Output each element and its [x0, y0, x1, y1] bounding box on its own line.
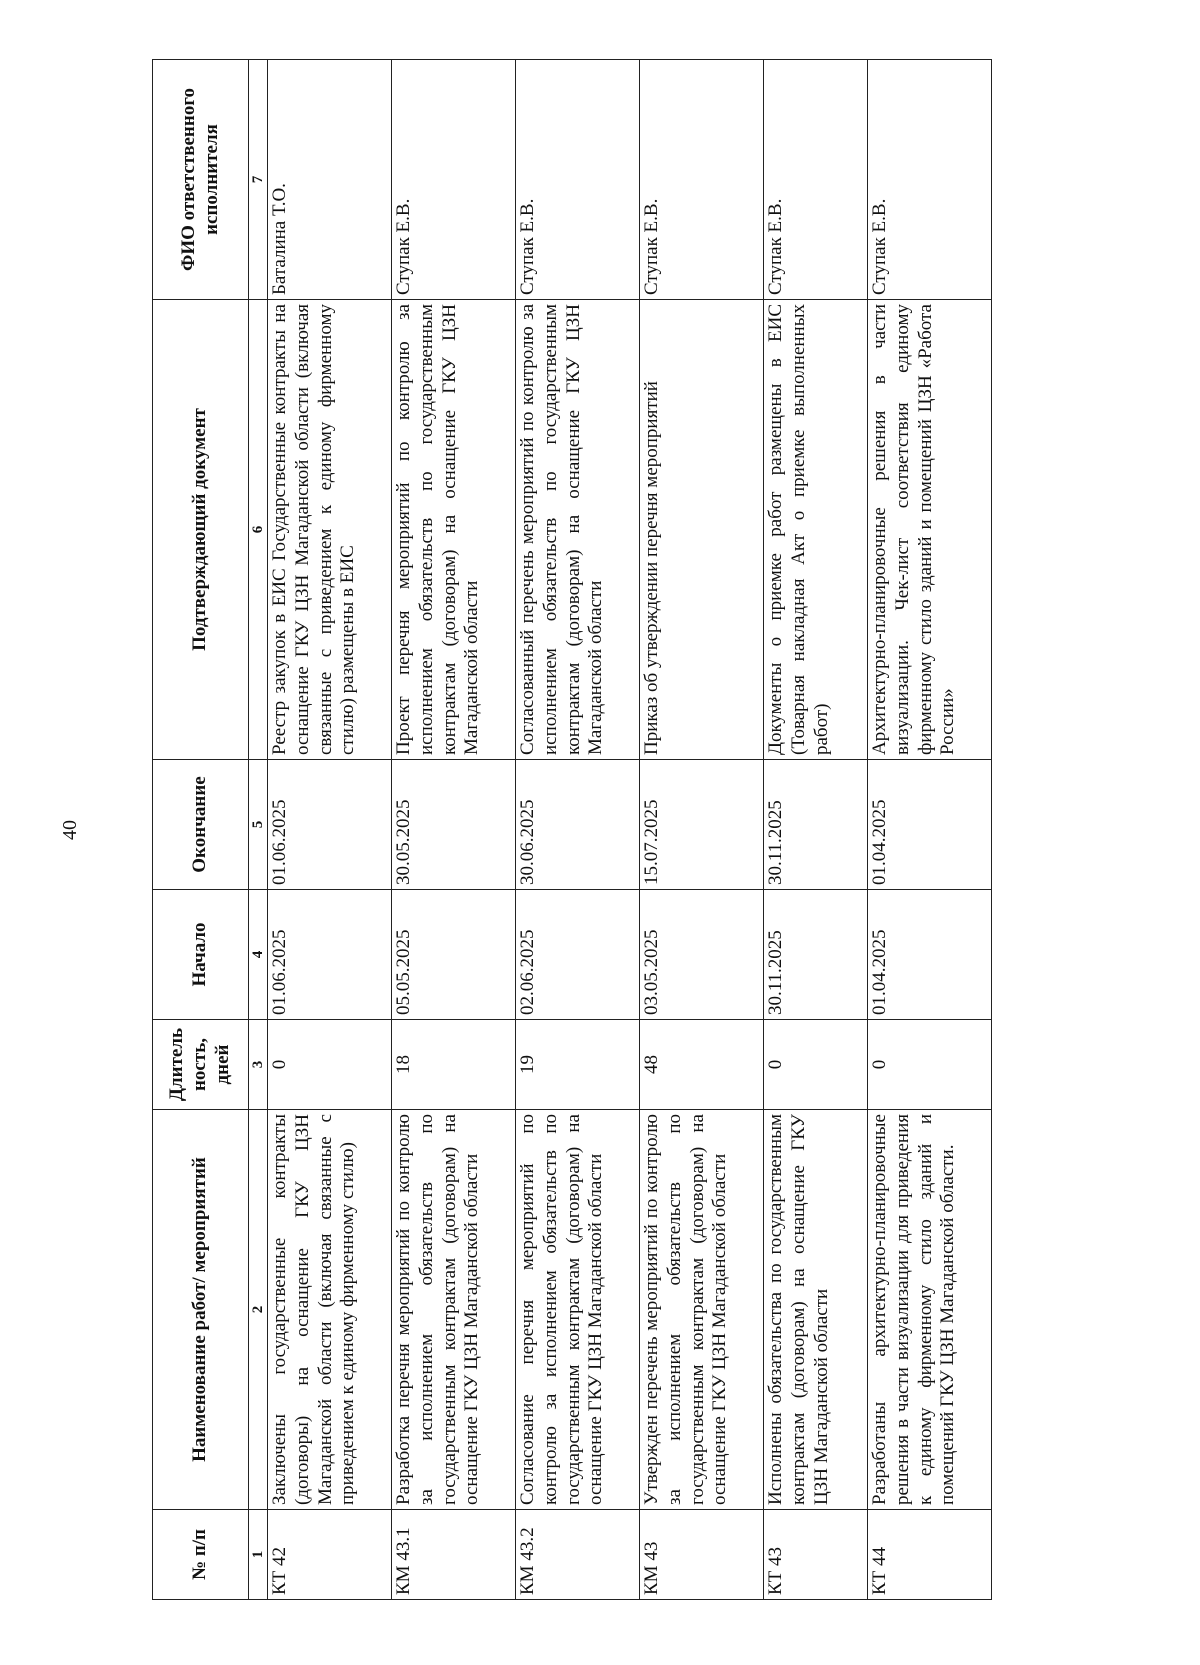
row-id: КТ 43 [764, 1510, 868, 1600]
row-duration: 19 [516, 1020, 640, 1110]
row-start: 03.05.2025 [640, 890, 764, 1020]
row-document: Проект перечня мероприятий по контролю за исполнением обязательств по государственным контрактам (договорам) на оснащение ГКУ ЦЗН Магаданской области [392, 300, 516, 760]
row-end: 01.04.2025 [868, 760, 992, 890]
row-end: 01.06.2025 [268, 760, 392, 890]
row-person: Ступак Е.В. [516, 60, 640, 300]
row-name: Утвержден перечень мероприятий по контролю за исполнением обязательств по государственным контрактам (договорам) на оснащение ГКУ ЦЗН Магаданской области [640, 1110, 764, 1510]
column-number-row [249, 60, 268, 1600]
table-row [764, 60, 868, 1600]
row-duration: 0 [868, 1020, 992, 1110]
row-person: Ступак Е.В. [640, 60, 764, 300]
column-number: 4 [249, 890, 268, 1020]
table-row [392, 60, 516, 1600]
row-duration: 0 [268, 1020, 392, 1110]
row-duration: 18 [392, 1020, 516, 1110]
table-row [640, 60, 764, 1600]
row-id: КМ 43.1 [392, 1510, 516, 1600]
row-document: Приказ об утверждении перечня мероприятий [640, 300, 764, 760]
table-row [516, 60, 640, 1600]
row-start: 01.04.2025 [868, 890, 992, 1020]
table-row [268, 60, 392, 1600]
row-document: Архитектурно-планировочные решения в части визуализации. Чек-лист соответствия единому фирменному стило зданий и помещений ЦЗН «Работа России» [868, 300, 992, 760]
row-id: КМ 43.2 [516, 1510, 640, 1600]
column-number: 1 [249, 1510, 268, 1600]
column-number: 5 [249, 760, 268, 890]
table-row [868, 60, 992, 1600]
row-end: 30.05.2025 [392, 760, 516, 890]
column-header: Окончание [153, 760, 249, 890]
rotated-table-wrapper [152, 60, 1032, 1600]
column-header: Наименование работ/ мероприятий [153, 1110, 249, 1510]
row-start: 05.05.2025 [392, 890, 516, 1020]
row-person: Ступак Е.В. [868, 60, 992, 300]
row-name: Исполнены обязательства по государственным контрактам (договорам) на оснащение ГКУ ЦЗН Магаданской области [764, 1110, 868, 1510]
row-duration: 0 [764, 1020, 868, 1110]
column-number: 7 [249, 60, 268, 300]
row-person: Баталина Т.О. [268, 60, 392, 300]
row-document: Согласованный перечень мероприятий по контролю за исполнением обязательств по государственным контрактам (договорам) на оснащение ГКУ ЦЗН Магаданской области [516, 300, 640, 760]
row-id: КМ 43 [640, 1510, 764, 1600]
column-header: № п/п [153, 1510, 249, 1600]
row-document: Реестр закупок в ЕИС Государственные контракты на оснащение ГКУ ЦЗН Магаданской области (включая связанные с приведением к единому фирменному стилю) размещены в ЕИС [268, 300, 392, 760]
row-name: Заключены государственные контракты (договоры) на оснащение ГКУ ЦЗН Магаданской области (включая связанные с приведением к единому фирменному стилю) [268, 1110, 392, 1510]
row-id: КТ 44 [868, 1510, 992, 1600]
column-header: Начало [153, 890, 249, 1020]
column-number: 3 [249, 1020, 268, 1110]
row-end: 15.07.2025 [640, 760, 764, 890]
row-document: Документы о приемке работ размещены в ЕИС (Товарная накладная Акт о приемке выполненных работ) [764, 300, 868, 760]
row-name: Разработка перечня мероприятий по контролю за исполнением обязательств по государственным контрактам (договорам) на оснащение ГКУ ЦЗН Магаданской области [392, 1110, 516, 1510]
column-header: Длитель ность, дней [153, 1020, 249, 1110]
row-start: 30.11.2025 [764, 890, 868, 1020]
row-person: Ступак Е.В. [764, 60, 868, 300]
schedule-table [152, 59, 992, 1600]
column-number: 6 [249, 300, 268, 760]
header-row [153, 60, 249, 1600]
row-end: 30.11.2025 [764, 760, 868, 890]
row-start: 02.06.2025 [516, 890, 640, 1020]
row-id: КТ 42 [268, 1510, 392, 1600]
column-header: Подтверждающий документ [153, 300, 249, 760]
row-name: Согласование перечня мероприятий по контролю за исполнением обязательств по государственным контрактам (договорам) на оснащение ГКУ ЦЗН Магаданской области [516, 1110, 640, 1510]
column-header: ФИО ответственного исполнителя [153, 60, 249, 300]
row-end: 30.06.2025 [516, 760, 640, 890]
row-person: Ступак Е.В. [392, 60, 516, 300]
row-start: 01.06.2025 [268, 890, 392, 1020]
row-duration: 48 [640, 1020, 764, 1110]
row-name: Разработаны архитектурно-планировочные решения в части визуализации для приведения к единому фирменному стило зданий и помещений ГКУ ЦЗН Магаданской области. [868, 1110, 992, 1510]
page-number: 40 [59, 820, 81, 840]
column-number: 2 [249, 1110, 268, 1510]
